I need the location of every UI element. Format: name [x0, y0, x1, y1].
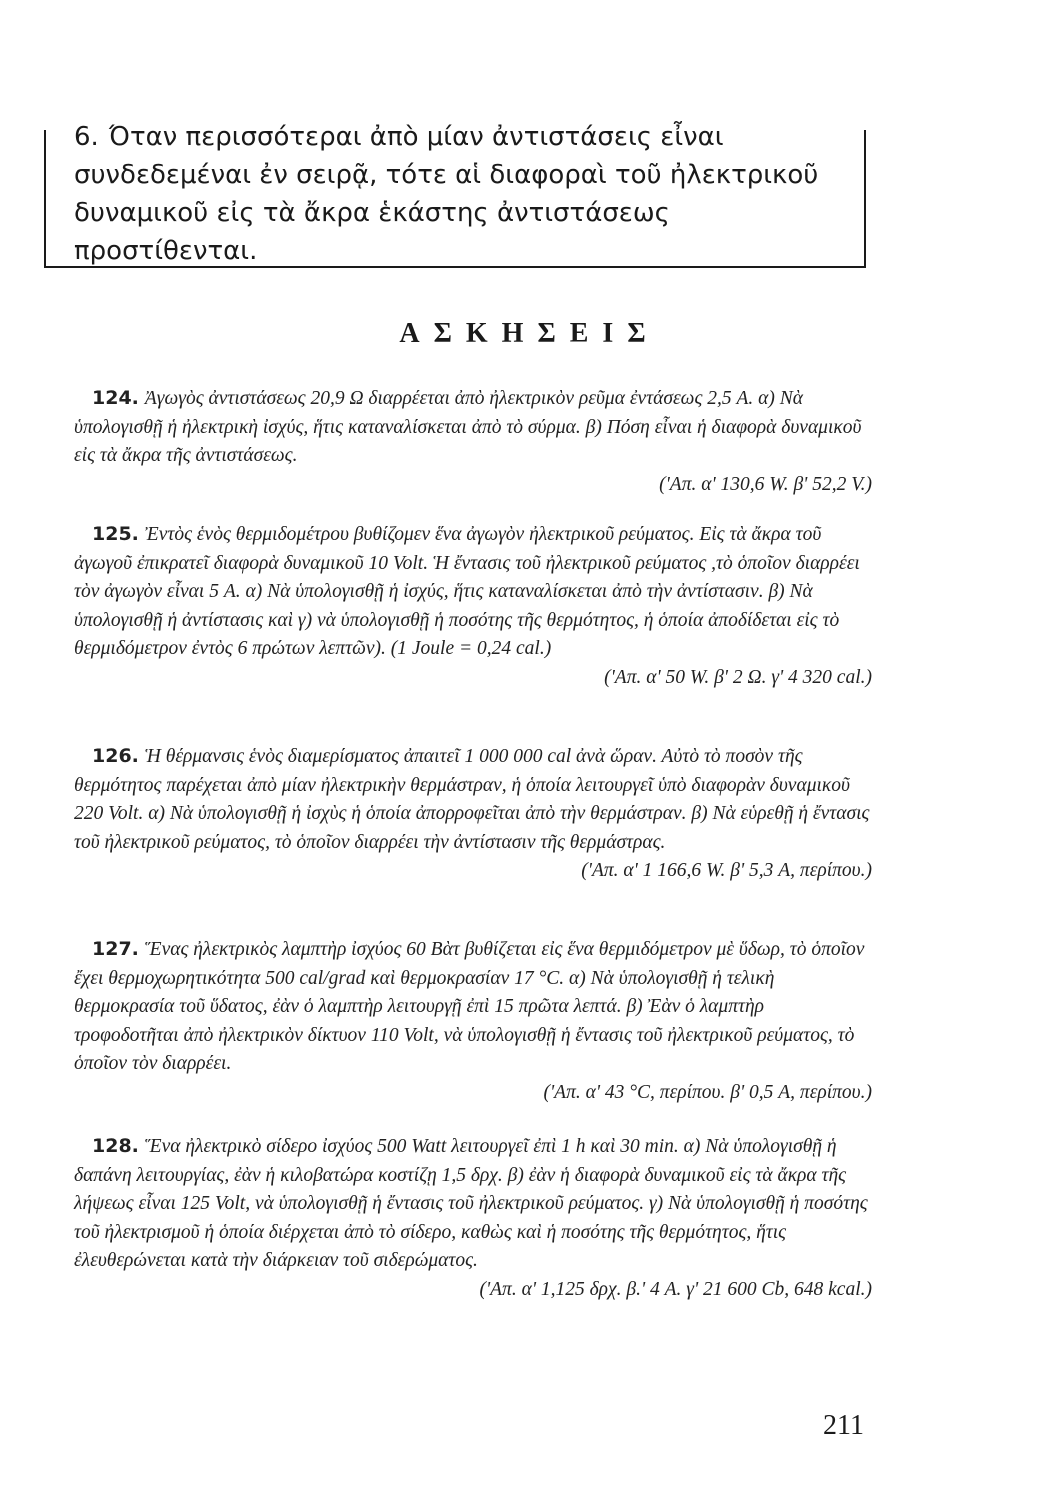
exercise-126: [74, 742, 872, 886]
rule-number: 6.: [74, 122, 99, 152]
exercise-number: 125.: [92, 523, 139, 545]
exercise-125: [74, 520, 872, 692]
page-number: 211: [823, 1410, 864, 1441]
exercise-number: 128.: [92, 1135, 139, 1157]
section-title: ΑΣΚΗΣΕΙΣ: [399, 318, 660, 349]
exercise-number: 127.: [92, 938, 139, 960]
exercise-number: 124.: [92, 387, 139, 409]
exercise-answer: ('Απ. α' 1,125 δρχ. β.' 4 A. γ' 21 600 Cb, 648 kcal.): [479, 1278, 872, 1300]
exercise-127: [74, 935, 872, 1107]
rule-statement: [74, 118, 854, 270]
rule-text: Όταν περισσότεραι ἀπὸ μίαν ἀντιστάσεις εἶναι συνδεδεμέναι ἐν σειρᾷ, τότε αἱ διαφοραὶ τοῦ ἠλεκτρικοῦ δυναμικοῦ εἰς τὰ ἄκρα ἑκάστης ἀντιστάσεως προστίθενται.: [74, 122, 819, 266]
exercise-124: [74, 384, 872, 499]
exercise-answer: ('Απ. α' 43 °C, περίπου. β' 0,5 A, περίπου.): [543, 1081, 872, 1103]
exercise-text: Ἕνα ἠλεκτρικὸ σίδερο ἰσχύος 500 Watt λειτουργεῖ ἐπὶ 1 h καὶ 30 min. α) Νὰ ὑπολογισθῇ ἡ δαπάνη λειτουργίας, ἐὰν ἡ κιλοβατώρα κοστίζῃ 1,5 δρχ. β) ἐὰν ἡ διαφορὰ δυναμικοῦ εἰς τὰ ἄκρα τῆς λήψεως εἶναι 125 Volt, νὰ ὑπολογισθῇ ἡ ἔντασις τοῦ ἠλεκτρικοῦ ρεύματος. γ) Νὰ ὑπολογισθῇ ἡ ποσότης τοῦ ἠλεκτρισμοῦ ἡ ὁποία διέρχεται ἀπὸ τὸ σίδερο, καθὼς καὶ ἡ ποσότης τῆς θερμότητος, ἥτις ἐλευθερώνεται κατὰ τὴν διάρκειαν τοῦ σιδερώματος.: [74, 1136, 868, 1271]
exercise-answer: ('Απ. α' 1 166,6 W. β' 5,3 A, περίπου.): [581, 860, 872, 881]
exercise-128: [74, 1132, 872, 1304]
exercise-text: Ἐντὸς ἑνὸς θερμιδομέτρου βυθίζομεν ἕνα ἀγωγὸν ἠλεκτρικοῦ ρεύματος. Εἰς τὰ ἄκρα τοῦ ἀγωγοῦ ἐπικρατεῖ διαφορὰ δυναμικοῦ 10 Volt. Ἡ ἔντασις τοῦ ἠλεκτρικοῦ ρεύματος ,τὸ ὁποῖον διαρρέει τὸν ἀγωγὸν εἶναι 5 A. α) Νὰ ὑπολογισθῇ ἡ ἰσχύς, ἥτις καταναλίσκεται ἀπὸ τὴν ἀντίστασιν. β) Νὰ ὑπολογισθῇ ἡ ἀντίστασις καὶ γ) νὰ ὑπολογισθῇ ἡ ποσότης τῆς θερμότητος, ἡ ὁποία ἀποδίδεται εἰς τὸ θερμιδόμετρον ἐντὸς 6 πρώτων λεπτῶν). (1 Joule = 0,24 cal.): [74, 524, 860, 659]
exercise-text: Ἡ θέρμανσις ἑνὸς διαμερίσματος ἀπαιτεῖ 1 000 000 cal ἀνὰ ὥραν. Αὐτὸ τὸ ποσὸν τῆς θερμότητος παρέχεται ἀπὸ μίαν ἠλεκτρικὴν θερμάστραν, ἡ ὁποία λειτουργεῖ ὑπὸ διαφορὰν δυναμικοῦ 220 Volt. α) Νὰ ὑπολογισθῇ ἡ ἰσχὺς ἡ ὁποία ἀπορροφεῖται ἀπὸ τὴν θερμάστραν. β) Νὰ εὑρεθῇ ἡ ἔντασις τοῦ ἠλεκτρικοῦ ρεύματος, τὸ ὁποῖον διαρρέει τὴν ἀντίστασιν τῆς θερμάστρας.: [74, 746, 870, 853]
exercise-number: 126.: [92, 745, 139, 767]
exercise-answer: ('Απ. α' 130,6 W. β' 52,2 V.): [659, 473, 872, 495]
exercise-text: Ἀγωγὸς ἀντιστάσεως 20,9 Ω διαρρέεται ἀπὸ ἠλεκτρικὸν ρεῦμα ἐντάσεως 2,5 A. α) Νὰ ὑπολογισθῇ ἡ ἠλεκτρικὴ ἰσχύς, ἥτις καταναλίσκεται ἀπὸ τὸ σύρμα. β) Πόση εἶναι ἡ διαφορὰ δυναμικοῦ εἰς τὰ ἄκρα τῆς ἀντιστάσεως.: [74, 388, 862, 466]
exercise-text: Ἕνας ἠλεκτρικὸς λαμπτὴρ ἰσχύος 60 Βὰτ βυθίζεται εἰς ἕνα θερμιδόμετρον μὲ ὕδωρ, τὸ ὁποῖον ἔχει θερμοχωρητικότητα 500 cal/grad καὶ θερμοκρασίαν 17 °C. α) Νὰ ὑπολογισθῇ ἡ τελικὴ θερμοκρασία τοῦ ὕδατος, ἐὰν ὁ λαμπτὴρ λειτουργῇ ἐπὶ 15 πρῶτα λεπτά. β) Ἐὰν ὁ λαμπτὴρ τροφοδοτῆται ἀπὸ ἠλεκτρικὸν δίκτυον 110 Volt, νὰ ὑπολογισθῇ ἡ ἔντασις τοῦ ἠλεκτρικοῦ ρεύματος, τὸ ὁποῖον τὸν διαρρέει.: [74, 939, 865, 1074]
exercise-answer: ('Απ. α' 50 W. β' 2 Ω. γ' 4 320 cal.): [604, 666, 872, 688]
